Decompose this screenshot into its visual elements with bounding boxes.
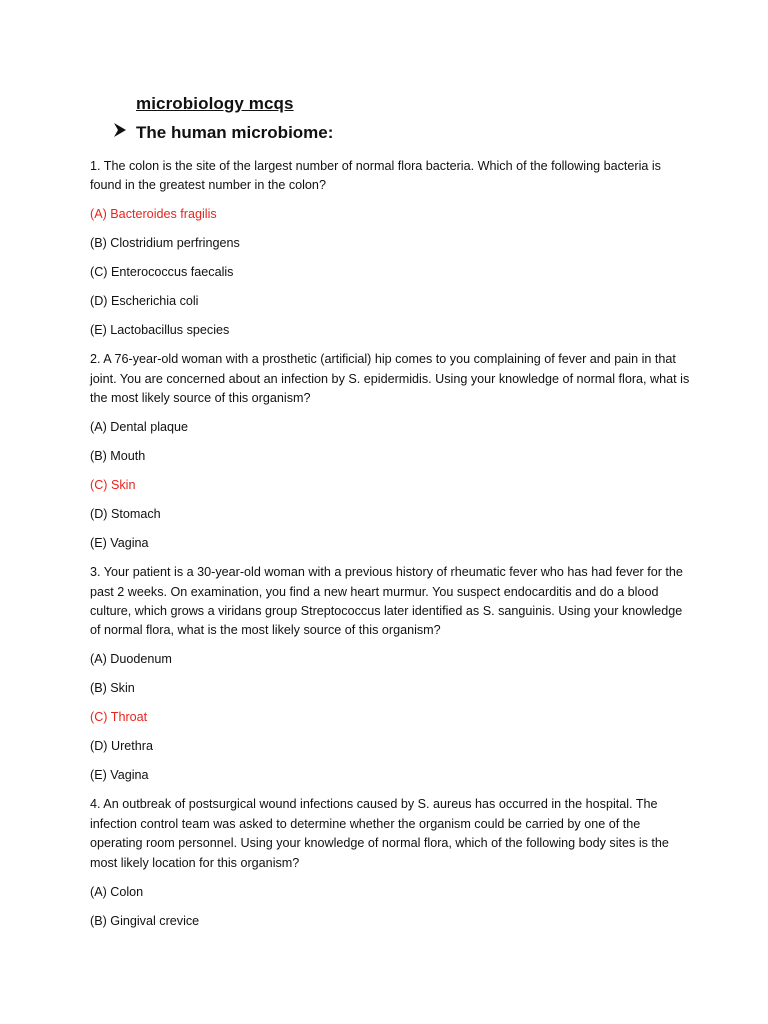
answer-option-correct: (C) Skin [90,478,136,493]
answer-option-correct: (C) Throat [90,710,148,725]
question-text: 3. Your patient is a 30-year-old woman with a previous history of rheumatic fever who has had fever for the past 2 weeks. On examination, you find a new heart murmur. You suspect endocarditis and do a blood culture, which grows a viridans group Streptococcus later identified as S. sanguinis. Using your knowledge of normal flora, what is the most likely source of this organism? [90,565,683,638]
answer-option: (B) Gingival crevice [90,913,200,928]
answer-option: (A) Duodenum [90,652,172,667]
section-heading [112,122,333,143]
question-block [90,563,690,786]
answer-option: (D) Escherichia coli [90,294,199,309]
answer-option: (B) Mouth [90,449,146,464]
document-title: microbiology mcqs [136,94,294,113]
question-text: 1. The colon is the site of the largest number of normal flora bacteria. Which of the following bacteria is found in the greatest number in the colon? [90,159,661,193]
answer-option: (B) Clostridium perfringens [90,236,240,251]
question-list [90,157,690,941]
question-block [90,350,690,553]
answer-option: (D) Urethra [90,739,153,754]
question-text: 4. An outbreak of postsurgical wound infections caused by S. aureus has occurred in the hospital. The infection control team was asked to determine whether the organism could be carried by one of the operating room personnel. Using your knowledge of normal flora, which of the following body sites is the most likely location for this organism? [90,797,669,870]
answer-option: (E) Lactobacillus species [90,323,230,338]
question-text: 2. A 76-year-old woman with a prosthetic (artificial) hip comes to you complaining of fever and pain in that joint. You are concerned about an infection by S. epidermidis. Using your knowledge of normal flora, what is the most likely source of this organism? [90,352,690,406]
answer-option: (D) Stomach [90,507,161,522]
answer-option: (A) Dental plaque [90,420,189,435]
question-block [90,157,690,341]
answer-option: (E) Vagina [90,768,149,783]
arrow-bullet-icon [112,122,132,143]
section-heading-text: The human microbiome: [136,122,334,142]
answer-option: (A) Colon [90,884,144,899]
answer-option-correct: (A) Bacteroides fragilis [90,207,217,222]
question-block [90,795,690,931]
answer-option: (B) Skin [90,681,135,696]
answer-option: (E) Vagina [90,536,149,551]
answer-option: (C) Enterococcus faecalis [90,265,234,280]
